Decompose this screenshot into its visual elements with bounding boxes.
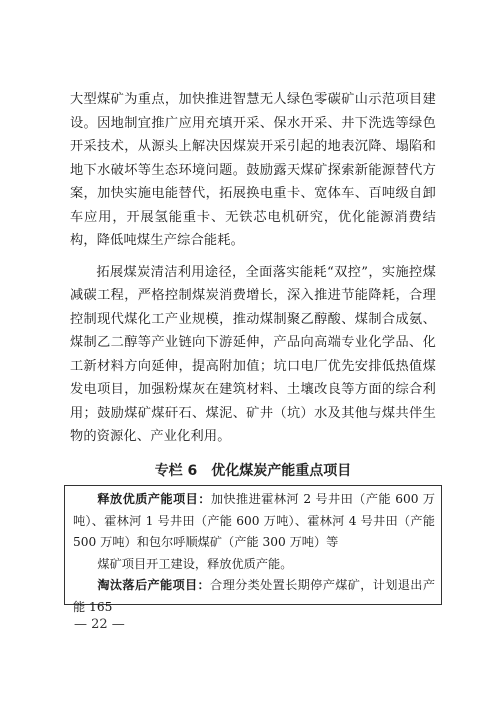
box-title: 专栏 6 优化煤炭产能重点项目	[154, 463, 352, 479]
box-item-1-text: 加快推进霍林河 2 号井田（产能 600 万吨）、霍林河 1 号井田（产能 600 万吨）、霍林河 4 号井田（产能 500 万吨）和包尔呼顺煤矿（产能 300 万吨）等	[73, 492, 435, 549]
box-item-1	[73, 489, 435, 554]
body-text	[70, 88, 436, 449]
box-item-1-label: 释放优质产能项目：	[97, 492, 211, 506]
box-item-2-text: 合理分类处置长期停产煤矿，计划退出产能 165	[73, 578, 436, 614]
box-item-1-continuation: 煤矿项目开工建设，释放优质产能。	[97, 556, 293, 571]
box-item-2-label: 淘汰落后产能项目：	[97, 578, 211, 592]
paragraph-1: 大型煤矿为重点，加快推进智慧无人绿色零碳矿山示范项目建设。因地制宜推广应用充填开采、保水开采、井下洗选等绿色开采技术，从源头上解决因煤炭开采引起的地表沉降、塌陷和地下水破坏等生态环境问题。鼓励露天煤矿探索新能源替代方案，加快实施电能替代，拓展换电重卡、宽体车、百吨级自卸车应用，开展氢能重卡、无铁芯电机研究，优化能源消费结构，降低吨煤生产综合能耗。	[70, 92, 436, 248]
page-number: — 22 —	[74, 617, 125, 632]
paragraph-2: 拓展煤炭清洁利用途径，全面落实能耗“双控”，实施控煤减碳工程，严格控制煤炭消费增长，深入推进节能降耗，合理控制现代煤化工产业规模，推动煤制聚乙醇酸、煤制合成氨、煤制乙二醇等产业链向下游延伸，产品向高端专业化学品、化工新材料方向延伸，提高附加值；坑口电厂优先安排低热值煤发电项目，加强粉煤灰在建筑材料、土壤改良等方面的综合利用；鼓励煤矿煤矸石、煤泥、矿井（坑）水及其他与煤共伴生物的资源化、产业化利用。	[70, 264, 436, 444]
project-box	[64, 485, 442, 614]
box-item-2	[73, 575, 435, 618]
project-box-content	[65, 486, 441, 618]
